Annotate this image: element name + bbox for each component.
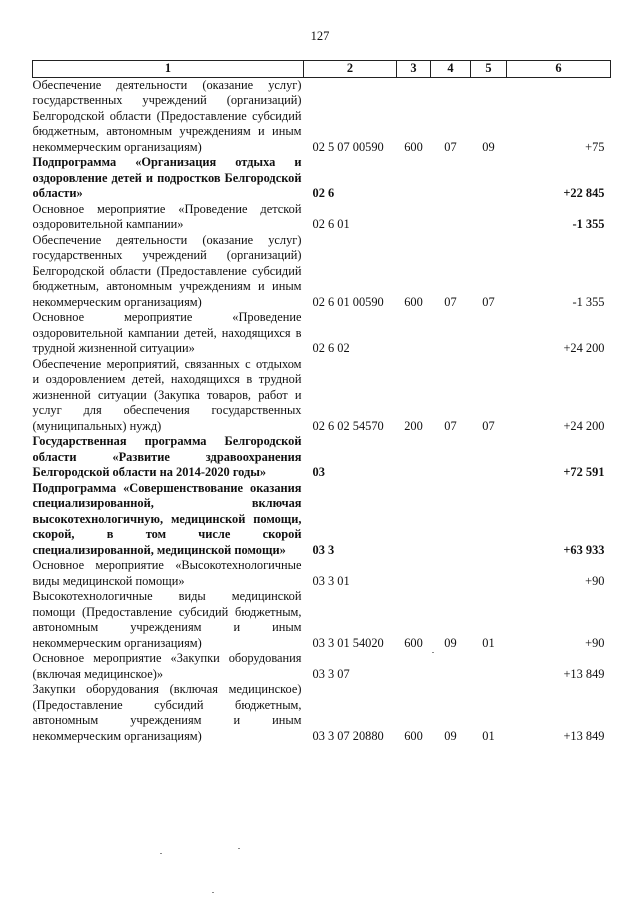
row-name: Основное мероприятие «Высокотехнологичные виды медицинской помощи» xyxy=(32,558,302,588)
table-row xyxy=(33,558,611,589)
row-col-4 xyxy=(431,155,471,202)
table-row xyxy=(33,310,611,357)
row-col-5: 09 xyxy=(482,139,495,154)
row-col-5 xyxy=(471,434,507,481)
row-amount: +13 849 xyxy=(563,728,605,743)
row-amount: +24 200 xyxy=(563,341,605,355)
row-col-3 xyxy=(397,202,431,233)
row-col-3 xyxy=(397,155,431,202)
row-name: Высокотехнологичные виды медицинской помощи (Предоставление субсидий бюджетным, автономным учреждениям и иным некоммерческим организациям) xyxy=(32,589,302,650)
row-col-3 xyxy=(397,558,431,589)
row-col-4: 07 xyxy=(444,139,457,154)
row-name: Обеспечение деятельности (оказание услуг) государственных учреждений (организаций) Белгородской области (Предоставление субсидий бюджетным, автономным учреждениям и иным некоммерческим организациям) xyxy=(32,232,302,309)
row-col-3 xyxy=(397,481,431,559)
row-name: Основное мероприятие «Закупки оборудования (включая медицинское)» xyxy=(32,651,302,681)
row-col-3: 600 xyxy=(404,139,423,154)
header-col-5: 5 xyxy=(471,61,507,78)
row-name: Закупки оборудования (включая медицинское) (Предоставление субсидий бюджетным, автономным учреждениям и иным некоммерческим организациям) xyxy=(32,682,302,743)
row-name: Государственная программа Белгородской области «Развитие здравоохранения Белгородской области на 2014-2020 годы» xyxy=(32,434,302,479)
row-col-4 xyxy=(431,202,471,233)
row-col-4 xyxy=(431,481,471,559)
table-body xyxy=(33,77,611,744)
table-row xyxy=(33,481,611,559)
row-amount: +22 845 xyxy=(563,186,605,200)
row-col-4 xyxy=(431,651,471,682)
row-amount: -1 355 xyxy=(572,294,605,309)
row-col-5: 01 xyxy=(482,728,495,743)
budget-table xyxy=(32,60,611,744)
row-col-5: 01 xyxy=(482,635,495,650)
row-name: Подпрограмма «Организация отдыха и оздоровление детей и подростков Белгородской области» xyxy=(32,155,302,200)
row-code: 03 3 07 xyxy=(312,666,350,681)
row-col-5 xyxy=(471,202,507,233)
row-amount: +75 xyxy=(585,139,605,154)
row-col-4 xyxy=(431,310,471,357)
header-col-3: 3 xyxy=(397,61,431,78)
row-code: 03 3 01 xyxy=(312,573,350,588)
row-code: 02 6 01 xyxy=(312,217,350,231)
table-row xyxy=(33,202,611,233)
table-row xyxy=(33,434,611,481)
row-amount: +13 849 xyxy=(563,666,605,681)
row-amount: +90 xyxy=(585,573,605,588)
row-name: Обеспечение мероприятий, связанных с отдыхом и оздоровлением детей, находящихся в трудной жизненной ситуации (Закупка товаров, работ и услуг для обеспечения государственных (муниципальных) нужд) xyxy=(32,356,302,433)
row-code: 02 6 xyxy=(312,186,335,200)
header-col-1: 1 xyxy=(33,61,304,78)
table-row xyxy=(33,651,611,682)
table-row xyxy=(33,682,611,744)
row-col-3: 600 xyxy=(404,294,423,309)
row-name: Основное мероприятие «Проведение детской оздоровительной кампании» xyxy=(32,201,302,231)
table-row xyxy=(33,589,611,651)
row-code: 02 6 01 00590 xyxy=(312,294,384,309)
table-row xyxy=(33,357,611,435)
row-col-3 xyxy=(397,651,431,682)
row-col-4 xyxy=(431,434,471,481)
scan-speck xyxy=(238,848,240,849)
row-col-3 xyxy=(397,434,431,481)
row-col-4 xyxy=(431,558,471,589)
table-row xyxy=(33,77,611,155)
row-col-3: 600 xyxy=(404,728,423,743)
scan-speck xyxy=(160,853,162,854)
table-row xyxy=(33,233,611,311)
row-col-5 xyxy=(471,481,507,559)
row-code: 03 xyxy=(312,465,325,479)
row-col-3: 200 xyxy=(404,418,423,433)
table-header xyxy=(33,61,611,78)
row-col-3: 600 xyxy=(404,635,423,650)
row-code: 03 3 01 54020 xyxy=(312,635,384,650)
row-name: Подпрограмма «Совершенствование оказания специализированной, включая высокотехнологичную, медицинской помощи, скорой, в том числе скорой специализированной, медицинской помощи» xyxy=(32,480,302,557)
row-name: Основное мероприятие «Проведение оздоровительной кампании детей, находящихся в трудной жизненной ситуации» xyxy=(32,310,302,355)
row-col-4: 09 xyxy=(444,635,457,650)
row-amount: +24 200 xyxy=(563,418,605,433)
row-col-5: 07 xyxy=(482,418,495,433)
row-amount: -1 355 xyxy=(572,217,605,231)
row-col-4: 07 xyxy=(444,418,457,433)
header-col-6: 6 xyxy=(507,61,611,78)
header-row xyxy=(33,61,611,78)
page-number: 127 xyxy=(310,29,330,43)
table-row xyxy=(33,155,611,202)
header-col-4: 4 xyxy=(431,61,471,78)
row-amount: +90 xyxy=(585,635,605,650)
row-col-5 xyxy=(471,651,507,682)
scan-speck xyxy=(212,892,214,893)
row-amount: +63 933 xyxy=(563,542,605,557)
row-col-4: 09 xyxy=(444,728,457,743)
scan-speck xyxy=(432,652,434,653)
row-amount: +72 591 xyxy=(563,465,605,479)
header-col-2: 2 xyxy=(304,61,397,78)
row-col-5 xyxy=(471,310,507,357)
row-name: Обеспечение деятельности (оказание услуг) государственных учреждений (организаций) Белгородской области (Предоставление субсидий бюджетным, автономным учреждениям и иным некоммерческим организациям) xyxy=(32,77,302,154)
row-code: 02 6 02 xyxy=(312,341,350,355)
row-col-5 xyxy=(471,558,507,589)
row-col-5: 07 xyxy=(482,294,495,309)
row-code: 02 5 07 00590 xyxy=(312,139,384,154)
row-col-5 xyxy=(471,155,507,202)
row-col-4: 07 xyxy=(444,294,457,309)
row-code: 02 6 02 54570 xyxy=(312,418,384,433)
row-code: 03 3 07 20880 xyxy=(312,728,384,743)
row-col-3 xyxy=(397,310,431,357)
row-code: 03 3 xyxy=(312,542,335,557)
